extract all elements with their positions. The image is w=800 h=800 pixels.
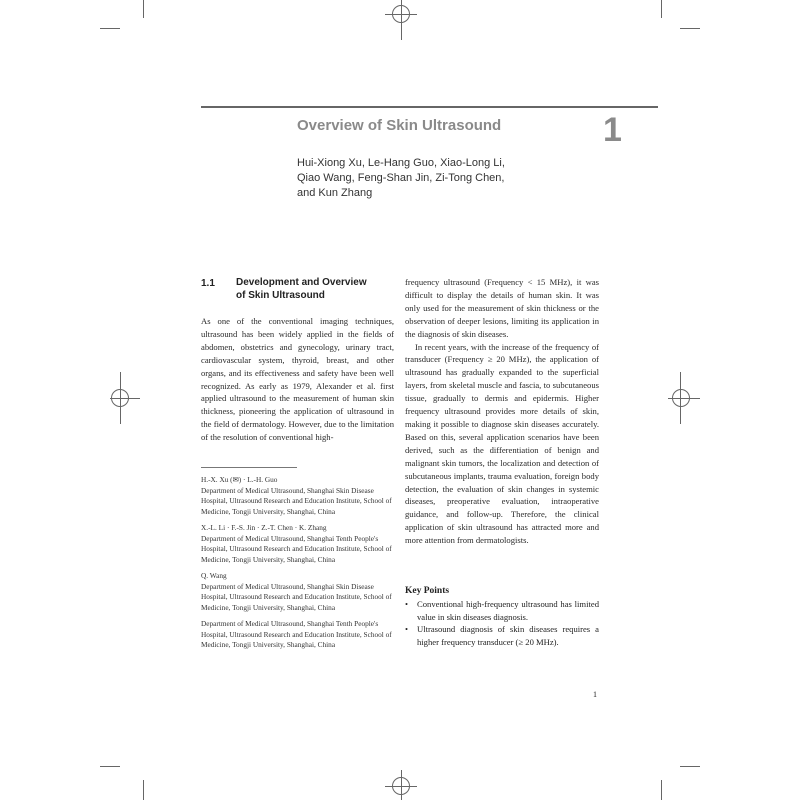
- affiliations: [201, 475, 396, 657]
- bullet-icon: •: [405, 599, 409, 609]
- registration-mark-right: [672, 389, 690, 407]
- crop-mark-line: [661, 780, 662, 800]
- body-paragraph: As one of the conventional imaging techniques, ultrasound has been widely applied in the fields of abdomen, obstetrics and gynecology, urinary tract, cardiovascular system, thyroid, breast, and other organs, and its effectiveness and safety have been well recognized. As early as 1979, Alexander et al. first applied ultrasound to the measurement of human skin thickness, pioneering the application of ultrasound in the field of dermatology. However, due to the limitation of the resolution of conventional high-: [201, 316, 394, 443]
- header-rule: [201, 106, 658, 108]
- crop-mark-line: [680, 28, 700, 29]
- section-title-line: Development and Overview: [236, 277, 367, 288]
- key-point-item: [405, 623, 599, 648]
- author-line: Qiao Wang, Feng-Shan Jin, Zi-Tong Chen,: [297, 172, 505, 184]
- chapter-number: 1: [603, 111, 622, 149]
- crop-mark-line: [143, 780, 144, 800]
- section-number: 1.1: [201, 278, 215, 289]
- key-point-item: [405, 598, 599, 623]
- crop-mark-line: [661, 0, 662, 18]
- affiliation-names: Q. Wang: [201, 571, 227, 580]
- affiliation-text: Department of Medical Ultrasound, Shanghai Skin Disease Hospital, Ultrasound Research and Education Institute, School of Medicine, Tongji University, Shanghai, China: [201, 581, 392, 612]
- crop-mark-line: [680, 766, 700, 767]
- affiliation-text: Department of Medical Ultrasound, Shanghai Tenth People's Hospital, Ultrasound Research and Education Institute, School of Medicine, Tongji University, Shanghai, China: [201, 533, 392, 564]
- key-point-text: Conventional high-frequency ultrasound has limited value in skin diseases diagnosis.: [417, 599, 599, 622]
- affiliation-block: [201, 475, 396, 517]
- section-title: [236, 276, 396, 302]
- key-points-list: [405, 598, 599, 648]
- author-line: Hui-Xiong Xu, Le-Hang Guo, Xiao-Long Li,: [297, 157, 505, 169]
- registration-mark-top: [392, 5, 410, 23]
- crop-mark-line: [100, 28, 120, 29]
- affiliation-text: Department of Medical Ultrasound, Shanghai Skin Disease Hospital, Ultrasound Research and Education Institute, School of Medicine, Tongji University, Shanghai, China: [201, 485, 392, 516]
- author-list: [297, 156, 537, 201]
- chapter-title: Overview of Skin Ultrasound: [297, 117, 502, 134]
- page-number: 1: [593, 690, 597, 699]
- right-column: [405, 276, 599, 547]
- registration-mark-left: [111, 389, 129, 407]
- author-line: and Kun Zhang: [297, 187, 373, 199]
- crop-mark-line: [100, 766, 120, 767]
- registration-mark-bottom: [392, 777, 410, 795]
- left-column: [201, 315, 394, 444]
- affiliation-text: Department of Medical Ultrasound, Shanghai Tenth People's Hospital, Ultrasound Research and Education Institute, School of Medicine, Tongji University, Shanghai, China: [201, 619, 392, 649]
- key-points-title: Key Points: [405, 586, 450, 596]
- affiliation-block: [201, 523, 396, 565]
- footnote-rule: [201, 467, 297, 468]
- body-paragraph: frequency ultrasound (Frequency < 15 MHz), it was difficult to display the details of human skin. It was only used for the measurement of skin thickness or the observation of deeper lesions, limiting its application in the diagnosis of skin diseases.: [405, 277, 599, 339]
- affiliation-names: H.-X. Xu (✉) · L.-H. Guo: [201, 475, 278, 484]
- affiliation-block: [201, 619, 396, 651]
- crop-mark-line: [143, 0, 144, 18]
- affiliation-block: [201, 571, 396, 613]
- key-point-text: Ultrasound diagnosis of skin diseases requires a higher frequency transducer (≥ 20 MHz).: [417, 624, 599, 647]
- section-title-line: of Skin Ultrasound: [236, 290, 325, 301]
- bullet-icon: •: [405, 624, 409, 634]
- affiliation-names: X.-L. Li · F.-S. Jin · Z.-T. Chen · K. Zhang: [201, 523, 327, 532]
- body-paragraph: In recent years, with the increase of the frequency of transducer (Frequency ≥ 20 MHz), the application of ultrasound has gradually expanded to the superficial layers, from skeletal muscle and fascia, to subcutaneous tissue, gradually to dermis and epidermis. Higher frequency ultrasound provides more details of skin, making it possible to diagnose skin diseases accurately. Based on this, several application scenarios have been derived, such as the differentiation of benign and malignant skin tumors, the localization and detection of subcutaneous implants, trauma evaluation, foreign body detection, the evaluation of skin changes in systemic diseases, preoperative evaluation, intraoperative guidance, and follow-up. Therefore, the clinical application of skin ultrasound has attracted more and more attention from dermatologists.: [405, 341, 599, 546]
